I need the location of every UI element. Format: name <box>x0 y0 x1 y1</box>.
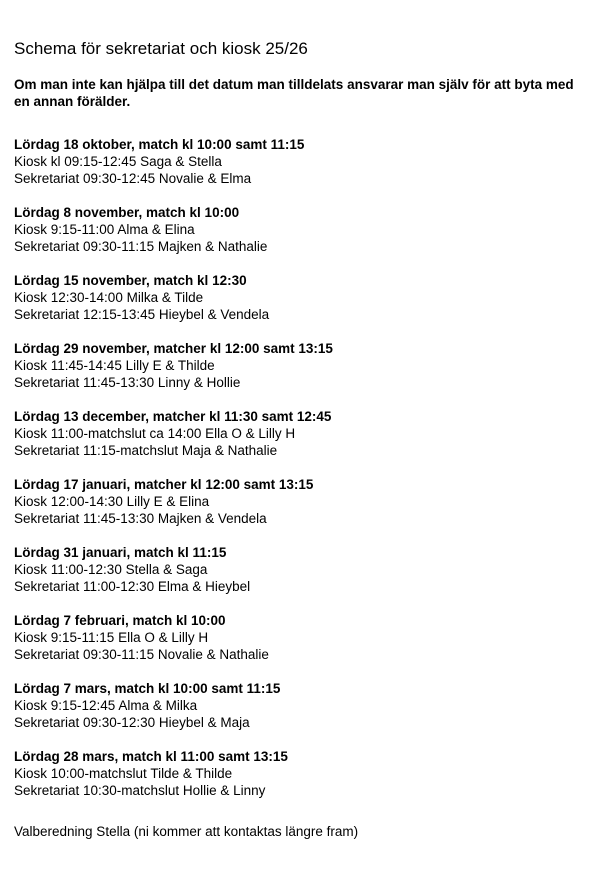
schedule-entry <box>14 136 586 187</box>
entry-secretariat: Sekretariat 09:30-11:15 Novalie & Nathalie <box>14 647 269 662</box>
entry-kiosk: Kiosk 9:15-11:15 Ella O & Lilly H <box>14 630 209 645</box>
intro-notice: Om man inte kan hjälpa till det datum man tilldelats ansvarar man själv för att byta med en annan förälder. <box>14 77 574 109</box>
schedule-entry <box>14 544 586 595</box>
schedule-entry <box>14 612 586 663</box>
entry-secretariat: Sekretariat 10:30-matchslut Hollie & Linny <box>14 783 266 798</box>
entry-kiosk: Kiosk 11:00-matchslut ca 14:00 Ella O & Lilly H <box>14 426 296 441</box>
entry-kiosk: Kiosk 11:45-14:45 Lilly E & Thilde <box>14 358 215 373</box>
entry-heading: Lördag 7 februari, match kl 10:00 <box>14 613 226 628</box>
schedule-page <box>14 38 586 816</box>
entry-secretariat: Sekretariat 11:45-13:30 Majken & Vendela <box>14 511 267 526</box>
entry-secretariat: Sekretariat 09:30-11:15 Majken & Nathalie <box>14 239 268 254</box>
entry-heading: Lördag 15 november, match kl 12:30 <box>14 273 247 288</box>
entry-heading: Lördag 29 november, matcher kl 12:00 samt 13:15 <box>14 341 333 356</box>
entry-kiosk: Kiosk 12:00-14:30 Lilly E & Elina <box>14 494 210 509</box>
entry-secretariat: Sekretariat 11:15-matchslut Maja & Nathalie <box>14 443 278 458</box>
entry-heading: Lördag 7 mars, match kl 10:00 samt 11:15 <box>14 681 281 696</box>
entry-secretariat: Sekretariat 09:30-12:45 Novalie & Elma <box>14 171 252 186</box>
entry-kiosk: Kiosk 10:00-matchslut Tilde & Thilde <box>14 766 233 781</box>
entry-heading: Lördag 28 mars, match kl 11:00 samt 13:15 <box>14 749 288 764</box>
schedule-entry <box>14 272 586 323</box>
entry-heading: Lördag 31 januari, match kl 11:15 <box>14 545 227 560</box>
page-title: Schema för sekretariat och kiosk 25/26 <box>14 39 308 58</box>
schedule-entry <box>14 340 586 391</box>
entry-kiosk: Kiosk 12:30-14:00 Milka & Tilde <box>14 290 204 305</box>
entry-heading: Lördag 17 januari, matcher kl 12:00 samt 13:15 <box>14 477 314 492</box>
entry-heading: Lördag 18 oktober, match kl 10:00 samt 11:15 <box>14 137 305 152</box>
entry-kiosk: Kiosk kl 09:15-12:45 Saga & Stella <box>14 154 222 169</box>
entry-secretariat: Sekretariat 12:15-13:45 Hieybel & Vendela <box>14 307 270 322</box>
entry-heading: Lördag 8 november, match kl 10:00 <box>14 205 240 220</box>
schedule-entry <box>14 408 586 459</box>
entry-secretariat: Sekretariat 11:00-12:30 Elma & Hieybel <box>14 579 251 594</box>
entry-kiosk: Kiosk 9:15-12:45 Alma & Milka <box>14 698 198 713</box>
entry-heading: Lördag 13 december, matcher kl 11:30 samt 12:45 <box>14 409 332 424</box>
schedule-entry <box>14 204 586 255</box>
entry-secretariat: Sekretariat 09:30-12:30 Hieybel & Maja <box>14 715 250 730</box>
entry-kiosk: Kiosk 11:00-12:30 Stella & Saga <box>14 562 208 577</box>
footer-note: Valberedning Stella (ni kommer att kontaktas längre fram) <box>14 824 359 839</box>
entry-kiosk: Kiosk 9:15-11:00 Alma & Elina <box>14 222 195 237</box>
entry-secretariat: Sekretariat 11:45-13:30 Linny & Hollie <box>14 375 241 390</box>
schedule-entry <box>14 748 586 799</box>
schedule-entry <box>14 476 586 527</box>
schedule-entry <box>14 680 586 731</box>
